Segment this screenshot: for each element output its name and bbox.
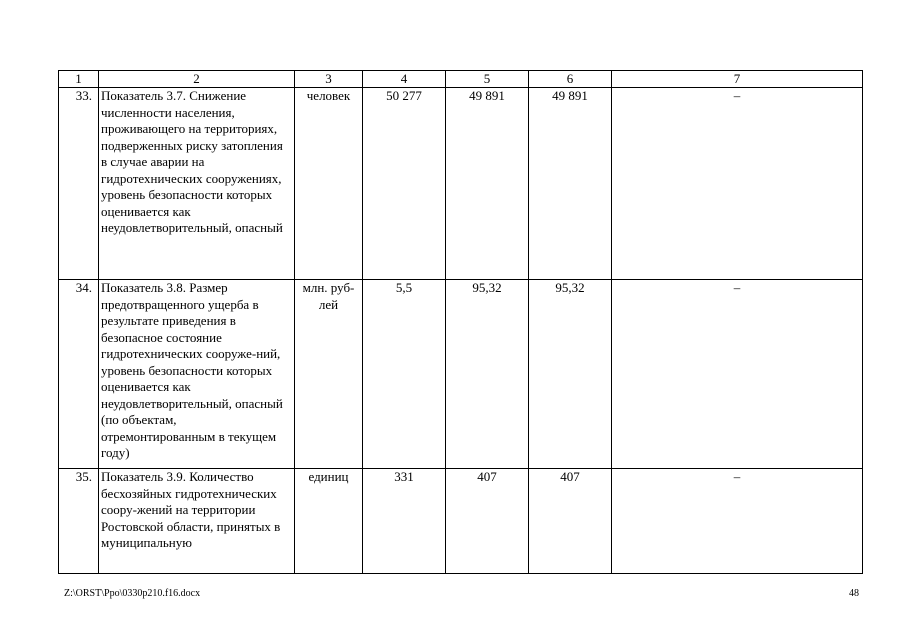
note-cell: – [612,469,863,574]
footer-file-path: Z:\ORST\Ppo\0330p210.f16.docx [64,588,201,599]
column-header-2: 2 [99,71,295,88]
value-col5: 95,32 [446,280,529,469]
indicator-cell [99,469,295,574]
value-col5: 49 891 [446,88,529,280]
column-header-1: 1 [59,71,99,88]
indicator-text: Показатель 3.9. Количество бесхозяйных гидротехнических соору-жений на территории Ростовской области, принятых в муниципальную [101,469,281,550]
row-number: 35. [59,469,99,574]
indicator-text: Показатель 3.8. Размер предотвращенного ущерба в результате приведения в безопасное состояние гидротехнических сооруже-ний, уровень безопасности которых оценивается как неудовлетворительный, опасный (по объектам, отремонтированным в текущем году) [99,280,295,469]
note-cell: – [612,280,863,469]
page-number: 48 [849,588,859,599]
value-col6: 49 891 [529,88,612,280]
column-header-6: 6 [529,71,612,88]
value-col4: 5,5 [363,280,446,469]
header-row [59,71,863,88]
value-col4: 50 277 [363,88,446,280]
column-header-4: 4 [363,71,446,88]
row-number: 33. [59,88,99,280]
column-header-3: 3 [295,71,363,88]
row-number: 34. [59,280,99,469]
unit-cell: человек [295,88,363,280]
unit-cell: млн. руб-лей [295,280,363,469]
indicator-text: Показатель 3.7. Снижение численности населения, проживающего на территориях, подверженных риску затопления в случае аварии на гидротехнических сооружениях, уровень безопасности которых оценивается как неудовлетворительный, опасный [99,88,295,280]
note-cell: – [612,88,863,280]
column-header-7: 7 [612,71,863,88]
value-col4: 331 [363,469,446,574]
table-row [59,88,863,280]
table-row [59,469,863,574]
value-col6: 95,32 [529,280,612,469]
column-header-5: 5 [446,71,529,88]
table-row [59,280,863,469]
unit-cell: единиц [295,469,363,574]
value-col5: 407 [446,469,529,574]
indicators-table [58,70,863,574]
value-col6: 407 [529,469,612,574]
